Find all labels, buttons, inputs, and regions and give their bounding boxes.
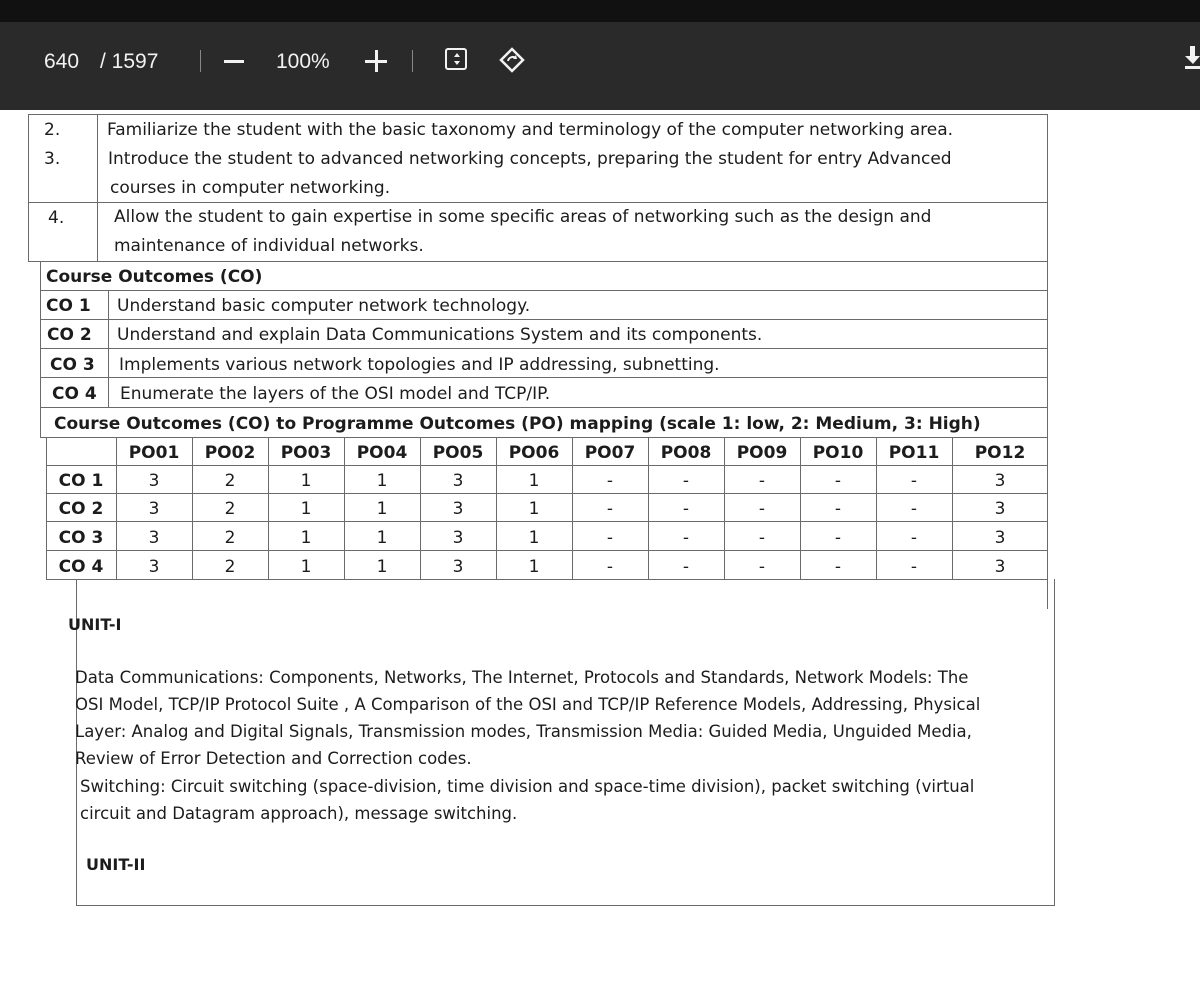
mapping-cell: - [910, 471, 918, 491]
co-text: Understand basic computer network technology. [117, 296, 531, 316]
mapping-cell: 2 [224, 528, 236, 548]
mapping-cell: - [682, 557, 690, 577]
objective-number: 2. [44, 120, 61, 140]
table-line [46, 465, 1048, 466]
co-text: Implements various network topologies and IP addressing, subnetting. [119, 355, 720, 375]
table-line [28, 202, 1048, 203]
unit-text-line: Review of Error Detection and Correction codes. [75, 749, 472, 768]
mapping-cell: - [910, 557, 918, 577]
unit-text-line: Switching: Circuit switching (space-division, time division and space-time division), packet switching (virtual [80, 777, 975, 796]
table-line [46, 550, 1048, 551]
table-line [1054, 579, 1055, 905]
co-code: CO 3 [50, 355, 95, 375]
mapping-cell: 3 [994, 528, 1006, 548]
mapping-cell: 1 [300, 499, 312, 519]
mapping-cell: - [758, 557, 766, 577]
objective-text: maintenance of individual networks. [114, 236, 424, 256]
mapping-cell: 3 [452, 499, 464, 519]
mapping-cell: 1 [528, 557, 540, 577]
mapping-cell: 3 [452, 557, 464, 577]
po-column-header: PO01 [128, 443, 180, 463]
co-text: Enumerate the layers of the OSI model and TCP/IP. [120, 384, 551, 404]
mapping-cell: - [910, 528, 918, 548]
mapping-cell: - [758, 499, 766, 519]
toolbar-divider [412, 50, 413, 72]
po-column-header: PO09 [736, 443, 788, 463]
table-line [28, 114, 29, 262]
mapping-cell: 3 [148, 471, 160, 491]
download-icon[interactable] [1184, 44, 1200, 70]
po-column-header: PO12 [974, 443, 1026, 463]
mapping-cell: 3 [994, 557, 1006, 577]
objective-number: 4. [48, 208, 65, 228]
mapping-cell: - [606, 471, 614, 491]
table-line [40, 262, 41, 437]
mapping-cell: - [834, 471, 842, 491]
po-column-header: PO07 [584, 443, 636, 463]
co-code: CO 2 [47, 325, 92, 345]
po-column-header: PO10 [812, 443, 864, 463]
co-row-label: CO 4 [58, 557, 104, 577]
mapping-cell: - [682, 528, 690, 548]
mapping-cell: 3 [452, 528, 464, 548]
mapping-cell: 1 [376, 471, 388, 491]
unit-text-line: circuit and Datagram approach), message switching. [80, 804, 518, 823]
mapping-cell: - [910, 499, 918, 519]
mapping-cell: 2 [224, 557, 236, 577]
mapping-cell: - [834, 499, 842, 519]
table-line [40, 407, 1048, 408]
table-line [97, 114, 98, 262]
po-column-header: PO02 [204, 443, 256, 463]
table-line [46, 493, 1048, 494]
objective-text: courses in computer networking. [110, 178, 391, 198]
mapping-cell: - [682, 499, 690, 519]
table-line [28, 114, 1048, 115]
objective-text: Introduce the student to advanced networking concepts, preparing the student for entry Advanced [108, 149, 952, 169]
objective-text: Familiarize the student with the basic taxonomy and terminology of the computer networking area. [107, 120, 954, 140]
mapping-cell: - [758, 528, 766, 548]
objective-number: 3. [44, 149, 61, 169]
course-outcomes-heading: Course Outcomes (CO) [46, 267, 263, 287]
po-column-header: PO04 [356, 443, 408, 463]
mapping-cell: 3 [452, 471, 464, 491]
mapping-cell: 1 [376, 499, 388, 519]
unit-text-line: Data Communications: Components, Networks, The Internet, Protocols and Standards, Network Models: The [75, 668, 969, 687]
co-row-label: CO 1 [58, 471, 104, 491]
mapping-cell: 3 [994, 499, 1006, 519]
unit-text-line: Layer: Analog and Digital Signals, Transmission modes, Transmission Media: Guided Media, Unguided Media, [75, 722, 972, 741]
po-column-header: PO06 [508, 443, 560, 463]
table-line [76, 905, 1055, 906]
objective-text: Allow the student to gain expertise in some specific areas of networking such as the design and [114, 207, 932, 227]
mapping-cell: 1 [528, 471, 540, 491]
toolbar-divider [200, 50, 201, 72]
mapping-cell: 3 [148, 499, 160, 519]
mapping-cell: - [606, 557, 614, 577]
table-line [40, 290, 1048, 291]
rotate-icon[interactable] [498, 46, 526, 74]
mapping-cell: - [834, 528, 842, 548]
mapping-cell: - [682, 471, 690, 491]
mapping-cell: 3 [148, 557, 160, 577]
plus-icon[interactable] [365, 50, 389, 74]
mapping-cell: - [758, 471, 766, 491]
po-column-header: PO05 [432, 443, 484, 463]
po-column-header: PO11 [888, 443, 940, 463]
mapping-heading: Course Outcomes (CO) to Programme Outcomes (PO) mapping (scale 1: low, 2: Medium, 3: High) [54, 414, 981, 434]
table-line [46, 521, 1048, 522]
co-row-label: CO 2 [58, 499, 104, 519]
unit-text-line: OSI Model, TCP/IP Protocol Suite , A Comparison of the OSI and TCP/IP Reference Models, Addressing, Physical [75, 695, 981, 714]
mapping-cell: 1 [376, 528, 388, 548]
minus-icon[interactable] [224, 60, 244, 63]
mapping-cell: 1 [300, 528, 312, 548]
mapping-cell: 1 [376, 557, 388, 577]
mapping-cell: - [834, 557, 842, 577]
unit-paragraph [75, 664, 1045, 772]
co-code: CO 4 [52, 384, 97, 404]
mapping-cell: 1 [528, 528, 540, 548]
pdf-toolbar [0, 0, 1200, 110]
mapping-cell: 1 [528, 499, 540, 519]
zoom-level[interactable]: 100% [276, 50, 330, 73]
po-column-header: PO08 [660, 443, 712, 463]
mapping-cell: 1 [300, 557, 312, 577]
mapping-cell: - [606, 499, 614, 519]
mapping-cell: - [606, 528, 614, 548]
table-line [40, 319, 1048, 320]
mapping-cell: 1 [300, 471, 312, 491]
mapping-cell: 3 [994, 471, 1006, 491]
table-line [46, 579, 1048, 580]
co-row-label: CO 3 [58, 528, 104, 548]
mapping-cell: 2 [224, 499, 236, 519]
mapping-cell: 3 [148, 528, 160, 548]
po-column-header: PO03 [280, 443, 332, 463]
unit-paragraph [80, 773, 1050, 827]
co-text: Understand and explain Data Communications System and its components. [117, 325, 763, 345]
unit-heading: UNIT-I [68, 615, 122, 634]
toolbar-shadow [0, 0, 1200, 22]
co-code: CO 1 [46, 296, 91, 316]
total-pages: / 1597 [100, 50, 159, 73]
unit-heading: UNIT-II [86, 855, 146, 874]
table-line [40, 348, 1048, 349]
mapping-cell: 2 [224, 471, 236, 491]
table-line [40, 377, 1048, 378]
page-number-input[interactable]: 640 [44, 50, 80, 73]
fit-page-icon[interactable] [445, 48, 467, 70]
table-line [28, 261, 1048, 262]
